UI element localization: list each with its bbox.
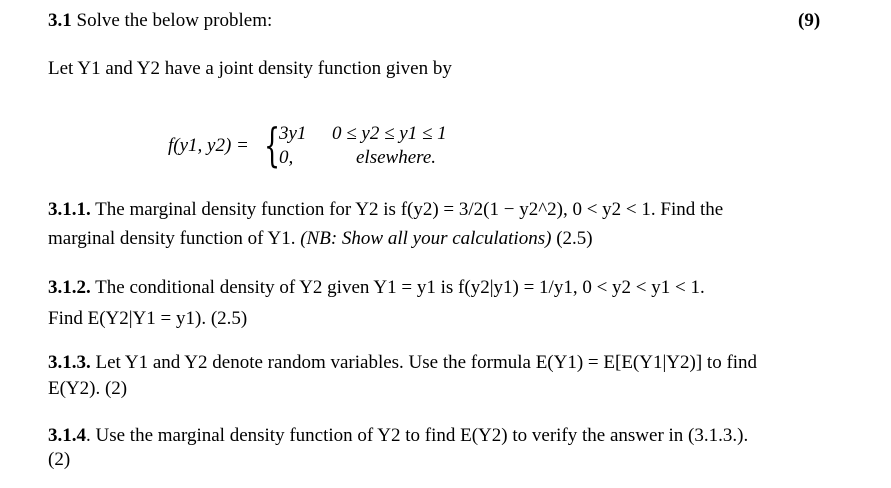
q312-line1 bbox=[48, 276, 705, 300]
q314-text-1: . Use the marginal density function of Y2 to find E(Y2) to verify the answer in (3.1.3.). bbox=[86, 425, 749, 446]
q313-text-1: Let Y1 and Y2 denote random variables. Use the formula E(Y1) = E[E(Y1|Y2)] to find bbox=[95, 352, 758, 373]
q311-text-1: The marginal density function for Y2 is f(y2) = 3/2(1 − y2^2), 0 < y2 < 1. Find the bbox=[95, 199, 724, 220]
question-marks: (9) bbox=[798, 10, 821, 31]
question-number: 3.1 bbox=[48, 10, 72, 31]
q311-marks: (2.5) bbox=[556, 228, 593, 249]
case1-value: 3y1 bbox=[279, 123, 307, 144]
q311-note: (NB: Show all your calculations) bbox=[300, 228, 552, 249]
question-header bbox=[48, 9, 272, 33]
question-title: Solve the below problem: bbox=[76, 10, 273, 31]
brace-icon: { bbox=[264, 118, 281, 172]
case1-condition: 0 ≤ y2 ≤ y1 ≤ 1 bbox=[332, 123, 447, 144]
q313-line2: E(Y2). (2) bbox=[48, 378, 128, 399]
q311-text-2: marginal density function of Y1. bbox=[48, 228, 296, 249]
case2-value: 0, bbox=[279, 147, 294, 168]
density-lhs: f(y1, y2) = bbox=[168, 135, 249, 156]
q312-line2: Find E(Y2|Y1 = y1). (2.5) bbox=[48, 308, 248, 329]
q313-number: 3.1.3. bbox=[48, 352, 91, 373]
q314-line2: (2) bbox=[48, 449, 71, 470]
q314-line1 bbox=[48, 424, 748, 448]
q311-number: 3.1.1. bbox=[48, 199, 91, 220]
q312-number: 3.1.2. bbox=[48, 277, 91, 298]
intro-text: Let Y1 and Y2 have a joint density function given by bbox=[48, 58, 452, 79]
q311-line2 bbox=[48, 227, 593, 251]
q311-line1 bbox=[48, 198, 723, 222]
q313-line1 bbox=[48, 351, 757, 375]
q312-text-1: The conditional density of Y2 given Y1 = y1 is f(y2|y1) = 1/y1, 0 < y2 < y1 < 1. bbox=[95, 277, 705, 298]
case2-condition: elsewhere. bbox=[356, 147, 437, 168]
q314-number: 3.1.4 bbox=[48, 425, 86, 446]
